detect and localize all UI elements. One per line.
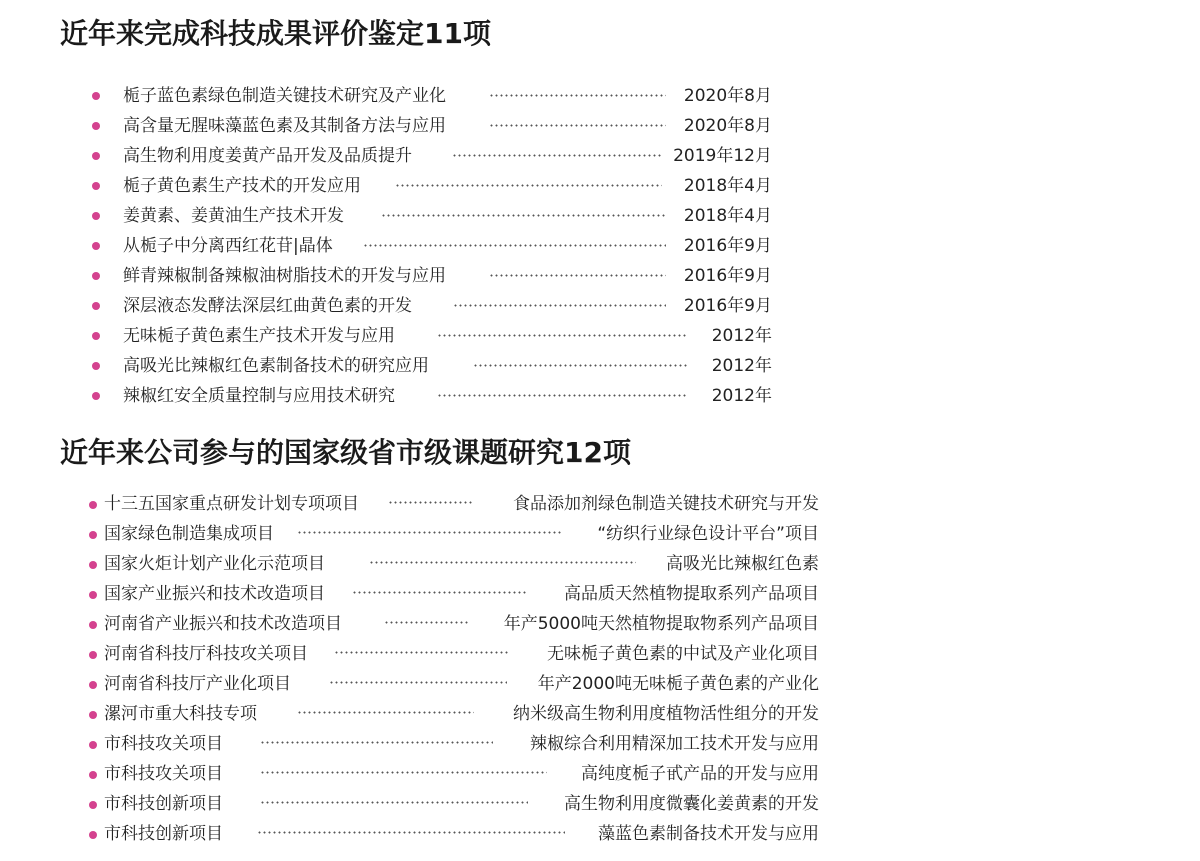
dot-leader: [384, 621, 470, 624]
bullet-icon: [89, 501, 97, 509]
evaluation-item-date: 2018年4月: [683, 176, 772, 196]
bullet-icon: [92, 362, 100, 370]
evaluation-item: [0, 384, 800, 408]
research-project-item: [0, 552, 830, 576]
research-project-description: 高生物利用度微囊化姜黄素的开发: [564, 794, 819, 814]
dot-leader: [352, 591, 528, 594]
evaluation-item-name: 高生物利用度姜黄产品开发及品质提升: [123, 146, 412, 166]
bullet-icon: [89, 531, 97, 539]
research-project-description: 高纯度栀子甙产品的开发与应用: [581, 764, 819, 784]
research-project-item: [0, 582, 830, 606]
research-project-description: 辣椒综合利用精深加工技术开发与应用: [530, 734, 819, 754]
evaluation-item-date: 2016年9月: [683, 266, 772, 286]
research-project-name: 市科技攻关项目: [104, 764, 223, 784]
bullet-icon: [92, 92, 100, 100]
dot-leader: [363, 244, 666, 247]
evaluation-item-date: 2020年8月: [683, 116, 772, 136]
evaluation-item-name: 鲜青辣椒制备辣椒油树脂技术的开发与应用: [123, 266, 446, 286]
research-project-name: 国家火炬计划产业化示范项目: [104, 554, 325, 574]
research-project-item: [0, 522, 830, 546]
dot-leader: [329, 681, 507, 684]
evaluation-item-name: 栀子蓝色素绿色制造关键技术研究及产业化: [123, 86, 446, 106]
research-project-item: [0, 822, 830, 846]
evaluation-item-date: 2019年12月: [673, 146, 772, 166]
evaluation-item: [0, 144, 800, 168]
evaluation-item-date: 2020年8月: [683, 86, 772, 106]
evaluation-item-name: 高含量无腥味藻蓝色素及其制备方法与应用: [123, 116, 446, 136]
research-project-name: 市科技攻关项目: [104, 734, 223, 754]
research-project-description: “纺织行业绿色设计平台”项目: [597, 524, 819, 544]
bullet-icon: [92, 392, 100, 400]
evaluation-item: [0, 204, 800, 228]
bullet-icon: [92, 272, 100, 280]
dot-leader: [369, 561, 636, 564]
dot-leader: [453, 304, 666, 307]
dot-leader: [395, 184, 662, 187]
evaluation-item: [0, 294, 800, 318]
research-project-description: 高品质天然植物提取系列产品项目: [564, 584, 819, 604]
evaluation-item-date: 2012年: [711, 356, 772, 376]
dot-leader: [473, 364, 687, 367]
evaluation-item-name: 从栀子中分离西红花苷|晶体: [123, 236, 333, 256]
research-project-name: 国家产业振兴和技术改造项目: [104, 584, 325, 604]
dot-leader: [260, 741, 493, 744]
research-project-description: 食品添加剂绿色制造关键技术研究与开发: [513, 494, 819, 514]
bullet-icon: [89, 711, 97, 719]
evaluation-item: [0, 354, 800, 378]
evaluation-item: [0, 114, 800, 138]
evaluation-item-name: 辣椒红安全质量控制与应用技术研究: [123, 386, 395, 406]
bullet-icon: [89, 771, 97, 779]
evaluation-item-date: 2012年: [711, 386, 772, 406]
bullet-icon: [92, 332, 100, 340]
dot-leader: [297, 711, 474, 714]
bullet-icon: [92, 212, 100, 220]
bullet-icon: [92, 152, 100, 160]
bullet-icon: [92, 242, 100, 250]
bullet-icon: [89, 741, 97, 749]
research-project-name: 市科技创新项目: [104, 794, 223, 814]
bullet-icon: [89, 651, 97, 659]
dot-leader: [489, 94, 666, 97]
research-project-description: 无味栀子黄色素的中试及产业化项目: [547, 644, 819, 664]
evaluation-item-name: 高吸光比辣椒红色素制备技术的研究应用: [123, 356, 429, 376]
evaluation-item-name: 深层液态发酵法深层红曲黄色素的开发: [123, 296, 412, 316]
evaluation-item: [0, 84, 800, 108]
section-title-research-projects: 近年来公司参与的国家级省市级课题研究12项: [60, 436, 631, 469]
evaluation-item-date: 2016年9月: [683, 236, 772, 256]
research-project-item: [0, 612, 830, 636]
evaluation-item: [0, 174, 800, 198]
research-project-name: 河南省科技厅科技攻关项目: [104, 644, 308, 664]
research-project-description: 年产2000吨无味栀子黄色素的产业化: [537, 674, 819, 694]
research-project-description: 高吸光比辣椒红色素: [666, 554, 819, 574]
bullet-icon: [89, 561, 97, 569]
research-project-item: [0, 762, 830, 786]
research-project-item: [0, 702, 830, 726]
bullet-icon: [89, 831, 97, 839]
research-project-name: 河南省科技厅产业化项目: [104, 674, 291, 694]
research-project-description: 藻蓝色素制备技术开发与应用: [598, 824, 819, 844]
research-project-name: 漯河市重大科技专项: [104, 704, 257, 724]
research-project-description: 年产5000吨天然植物提取物系列产品项目: [503, 614, 819, 634]
research-project-item: [0, 492, 830, 516]
dot-leader: [489, 274, 666, 277]
bullet-icon: [89, 591, 97, 599]
bullet-icon: [89, 621, 97, 629]
bullet-icon: [89, 801, 97, 809]
dot-leader: [260, 801, 528, 804]
research-project-description: 纳米级高生物利用度植物活性组分的开发: [513, 704, 819, 724]
bullet-icon: [92, 122, 100, 130]
evaluation-item-name: 无味栀子黄色素生产技术开发与应用: [123, 326, 395, 346]
section-title-evaluations: 近年来完成科技成果评价鉴定11项: [60, 17, 491, 50]
dot-leader: [437, 334, 687, 337]
bullet-icon: [92, 182, 100, 190]
research-project-item: [0, 732, 830, 756]
evaluation-item-name: 栀子黄色素生产技术的开发应用: [123, 176, 361, 196]
dot-leader: [297, 531, 563, 534]
evaluation-item-date: 2018年4月: [683, 206, 772, 226]
dot-leader: [260, 771, 547, 774]
evaluation-item-name: 姜黄素、姜黄油生产技术开发: [123, 206, 344, 226]
evaluation-item-date: 2012年: [711, 326, 772, 346]
evaluation-item: [0, 234, 800, 258]
dot-leader: [334, 651, 510, 654]
research-project-name: 国家绿色制造集成项目: [104, 524, 274, 544]
dot-leader: [257, 831, 565, 834]
research-project-item: [0, 792, 830, 816]
research-project-item: [0, 672, 830, 696]
evaluation-item: [0, 324, 800, 348]
research-project-name: 十三五国家重点研发计划专项项目: [104, 494, 359, 514]
research-project-name: 河南省产业振兴和技术改造项目: [104, 614, 342, 634]
evaluation-item: [0, 264, 800, 288]
dot-leader: [452, 154, 662, 157]
dot-leader: [388, 501, 474, 504]
bullet-icon: [89, 681, 97, 689]
dot-leader: [489, 124, 666, 127]
research-project-name: 市科技创新项目: [104, 824, 223, 844]
research-project-item: [0, 642, 830, 666]
dot-leader: [437, 394, 687, 397]
evaluation-item-date: 2016年9月: [683, 296, 772, 316]
bullet-icon: [92, 302, 100, 310]
dot-leader: [381, 214, 666, 217]
